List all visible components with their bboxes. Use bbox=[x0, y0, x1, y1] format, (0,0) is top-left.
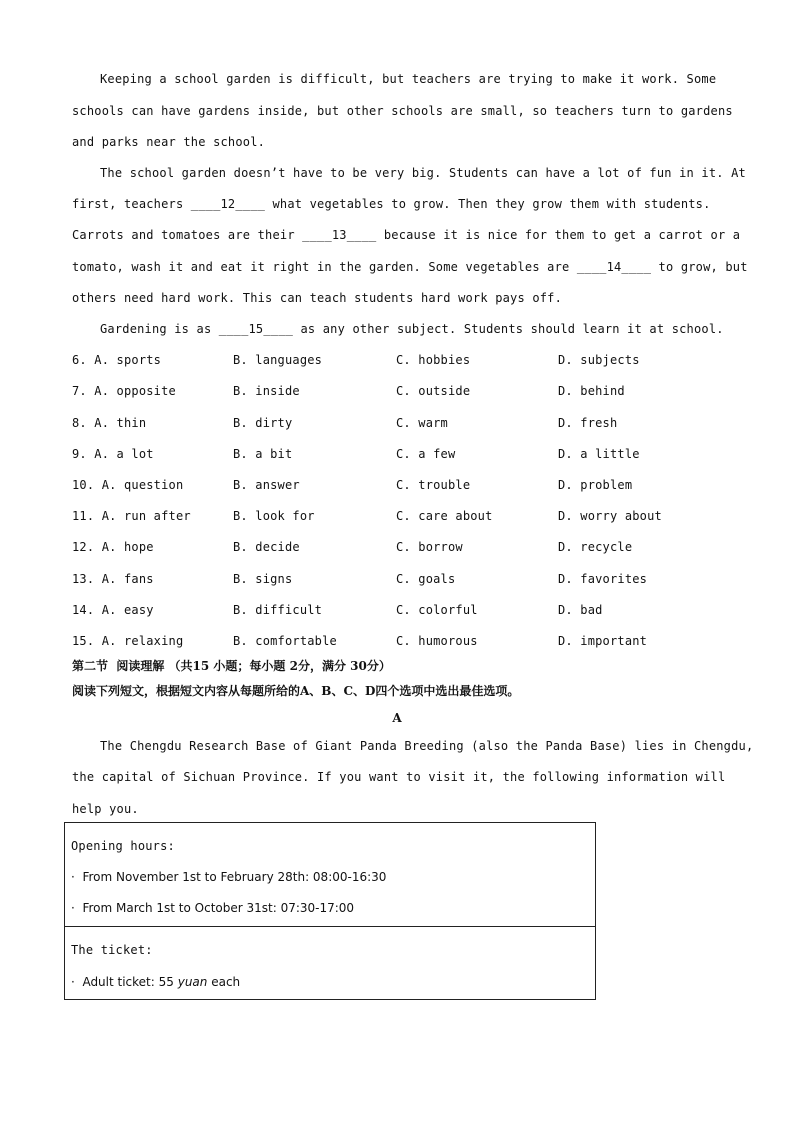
option-d: D. behind bbox=[558, 384, 625, 398]
option-d: D. subjects bbox=[558, 353, 640, 367]
passage-line bbox=[100, 321, 724, 337]
option-a: 14. A. easy bbox=[72, 603, 154, 617]
option-c: C. borrow bbox=[396, 540, 463, 554]
opening-hours-title: Opening hours: bbox=[71, 839, 175, 853]
passage-line bbox=[72, 227, 740, 243]
option-d: D. recycle bbox=[558, 540, 633, 554]
option-b: B. decide bbox=[233, 540, 300, 554]
opening-hours-item: · From November 1st to February 28th: 08:00-16:30 bbox=[71, 870, 387, 884]
blank-13: ____13____ bbox=[302, 228, 377, 242]
blank-14: ____14____ bbox=[576, 260, 652, 274]
passage-line bbox=[72, 196, 711, 212]
text-segment: Gardening is as bbox=[100, 322, 219, 336]
option-row bbox=[72, 633, 732, 649]
option-row bbox=[72, 508, 732, 524]
option-b: B. dirty bbox=[233, 416, 293, 430]
passage-line: schools can have gardens inside, but other schools are small, so teachers turn to gardens bbox=[72, 104, 733, 118]
option-row bbox=[72, 539, 732, 555]
text-segment: to grow, but bbox=[651, 260, 748, 274]
blank-15: ____15____ bbox=[218, 322, 294, 336]
option-b: B. look for bbox=[233, 509, 315, 523]
option-c: C. colorful bbox=[396, 603, 478, 617]
option-c: C. a few bbox=[396, 447, 456, 461]
option-d: D. fresh bbox=[558, 416, 618, 430]
box-divider bbox=[65, 926, 595, 927]
option-row bbox=[72, 446, 732, 462]
option-a: 7. A. opposite bbox=[72, 384, 176, 398]
reading-line: the capital of Sichuan Province. If you want to visit it, the following information will bbox=[72, 770, 726, 784]
info-box bbox=[64, 822, 596, 1000]
option-d: D. worry about bbox=[558, 509, 662, 523]
option-a: 15. A. relaxing bbox=[72, 634, 184, 648]
option-c: C. outside bbox=[396, 384, 471, 398]
passage-line bbox=[72, 259, 748, 275]
option-d: D. favorites bbox=[558, 572, 648, 586]
passage-line: Keeping a school garden is difficult, but teachers are trying to make it work. Some bbox=[100, 72, 717, 86]
option-b: B. answer bbox=[233, 478, 300, 492]
reading-line: The Chengdu Research Base of Giant Panda Breeding (also the Panda Base) lies in Chengdu, bbox=[100, 739, 754, 753]
option-a: 9. A. a lot bbox=[72, 447, 154, 461]
option-d: D. a little bbox=[558, 447, 640, 461]
text-segment: because it is nice for them to get a carrot or a bbox=[376, 228, 741, 242]
section-instruction: 阅读下列短文，根据短文内容从每题所给的A、B、C、D四个选项中选出最佳选项。 bbox=[72, 684, 520, 698]
option-c: C. warm bbox=[396, 416, 448, 430]
option-a: 11. A. run after bbox=[72, 509, 191, 523]
opening-hours-item: · From March 1st to October 31st: 07:30-17:00 bbox=[71, 901, 355, 915]
text-segment: each bbox=[207, 975, 241, 989]
option-row bbox=[72, 383, 732, 399]
option-row bbox=[72, 415, 732, 431]
option-b: B. comfortable bbox=[233, 634, 337, 648]
option-a: 13. A. fans bbox=[72, 572, 154, 586]
passage-line: others need hard work. This can teach students hard work pays off. bbox=[72, 291, 563, 305]
option-row bbox=[72, 602, 732, 618]
blank-12: ____12____ bbox=[190, 197, 266, 211]
part-label: A bbox=[392, 711, 402, 725]
option-d: D. important bbox=[558, 634, 648, 648]
option-c: C. humorous bbox=[396, 634, 478, 648]
text-segment: tomato, wash it and eat it right in the garden. Some vegetables are bbox=[72, 260, 577, 274]
option-c: C. care about bbox=[396, 509, 493, 523]
option-a: 8. A. thin bbox=[72, 416, 147, 430]
option-b: B. difficult bbox=[233, 603, 323, 617]
option-b: B. languages bbox=[233, 353, 323, 367]
ticket-title: The ticket: bbox=[71, 943, 153, 957]
option-a: 12. A. hope bbox=[72, 540, 154, 554]
passage-line: and parks near the school. bbox=[72, 135, 266, 149]
text-segment: what vegetables to grow. Then they grow them with students. bbox=[265, 197, 711, 211]
section-heading: 第二节 阅读理解 （共15 小题；每小题 2分，满分 30分） bbox=[72, 659, 391, 673]
currency-unit: yuan bbox=[177, 975, 208, 989]
text-segment: · Adult ticket: 55 bbox=[71, 975, 178, 989]
option-row bbox=[72, 477, 732, 493]
option-a: 6. A. sports bbox=[72, 353, 162, 367]
option-row bbox=[72, 352, 732, 368]
option-c: C. trouble bbox=[396, 478, 471, 492]
text-segment: first, teachers bbox=[72, 197, 191, 211]
option-c: C. hobbies bbox=[396, 353, 471, 367]
passage-line: The school garden doesn’t have to be very big. Students can have a lot of fun in it. At bbox=[100, 166, 746, 180]
option-b: B. a bit bbox=[233, 447, 293, 461]
option-c: C. goals bbox=[396, 572, 456, 586]
text-segment: as any other subject. Students should learn it at school. bbox=[293, 322, 724, 336]
option-d: D. bad bbox=[558, 603, 603, 617]
option-b: B. inside bbox=[233, 384, 300, 398]
option-row bbox=[72, 571, 732, 587]
ticket-item bbox=[71, 974, 240, 990]
option-b: B. signs bbox=[233, 572, 293, 586]
reading-line: help you. bbox=[72, 802, 139, 816]
option-a: 10. A. question bbox=[72, 478, 184, 492]
option-d: D. problem bbox=[558, 478, 633, 492]
text-segment: Carrots and tomatoes are their bbox=[72, 228, 303, 242]
